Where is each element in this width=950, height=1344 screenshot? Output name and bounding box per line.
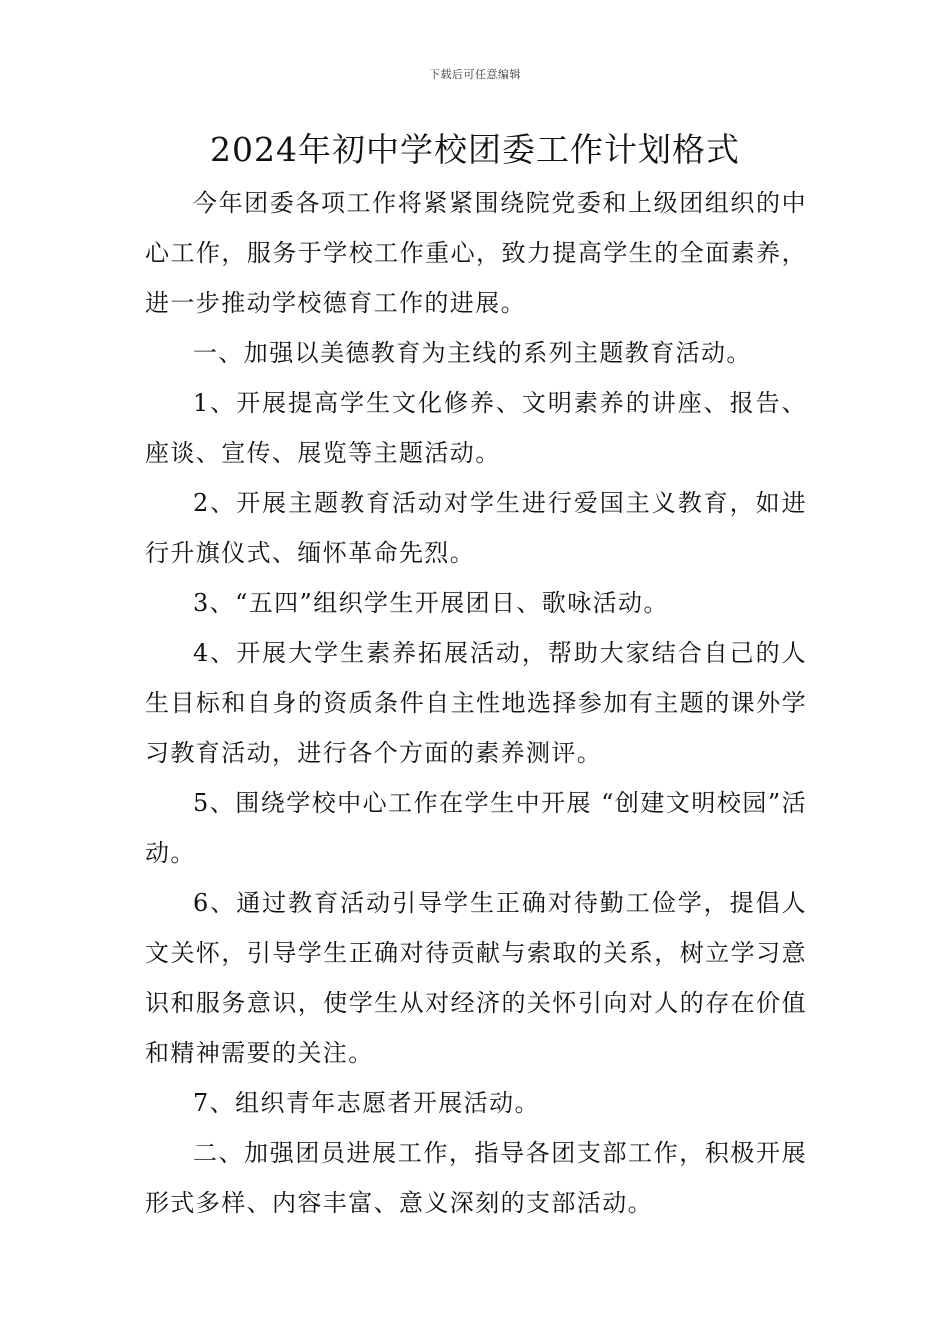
header-note: 下载后可任意编辑 xyxy=(429,68,521,81)
paragraph: 3、“五四”组织学生开展团日、歌咏活动。 xyxy=(193,589,669,617)
paragraph: 6、通过教育活动引导学生正确对待勤工俭学，提倡人文关怀，引导学生正确对待贡献与索取的关系，树立学习意识和服务意识，使学生从对经济的关怀引向对人的存在价值和精神需要的关注。 xyxy=(145,889,807,1067)
paragraph: 今年团委各项工作将紧紧围绕院党委和上级团组织的中心工作，服务于学校工作重心，致力提高学生的全面素养，进一步推动学校德育工作的进展。 xyxy=(145,189,807,317)
paragraph: 一、加强以美德教育为主线的系列主题教育活动。 xyxy=(193,339,752,367)
paragraph: 4、开展大学生素养拓展活动，帮助大家结合自己的人生目标和自身的资质条件自主性地选择参加有主题的课外学习教育活动，进行各个方面的素养测评。 xyxy=(145,639,807,767)
paragraph: 5、围绕学校中心工作在学生中开展 “创建文明校园”活动。 xyxy=(145,789,807,867)
paragraph: 2、开展主题教育活动对学生进行爱国主义教育，如进行升旗仪式、缅怀革命先烈。 xyxy=(145,489,807,567)
paragraph: 7、组织青年志愿者开展活动。 xyxy=(193,1089,540,1117)
paragraph: 二、加强团员进展工作，指导各团支部工作，积极开展形式多样、内容丰富、意义深刻的支部活动。 xyxy=(145,1139,807,1217)
document-body xyxy=(145,178,807,1228)
paragraph: 1、开展提高学生文化修养、文明素养的讲座、报告、座谈、宣传、展览等主题活动。 xyxy=(145,389,807,467)
document-title: 2024年初中学校团委工作计划格式 xyxy=(210,130,740,169)
